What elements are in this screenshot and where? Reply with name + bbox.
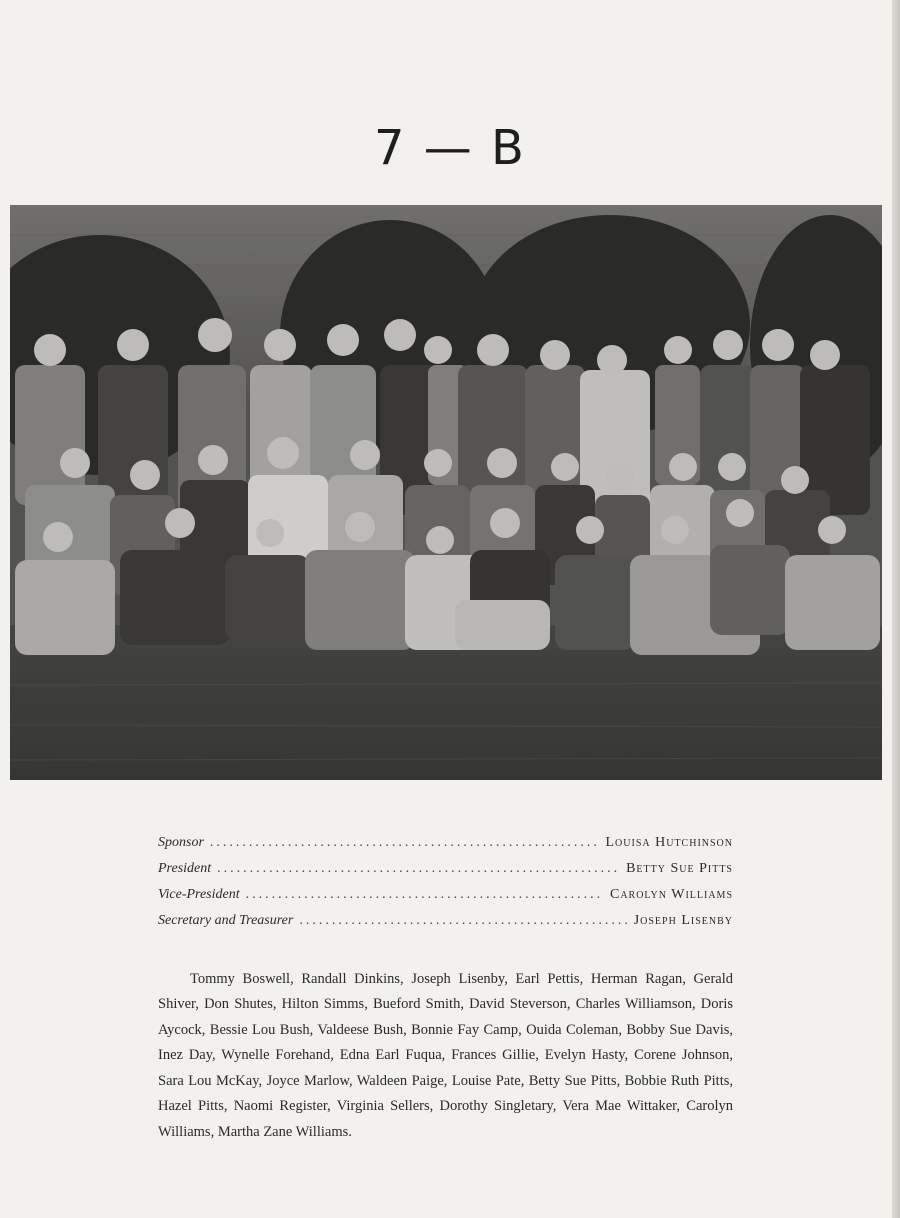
- officer-name: Louisa Hutchinson: [605, 835, 733, 850]
- page-edge: [892, 0, 900, 1218]
- officer-role: Secretary and Treasurer: [158, 913, 294, 928]
- officer-row-secretary-treasurer: [158, 908, 733, 934]
- officer-role: Sponsor: [158, 835, 204, 850]
- officer-name: Betty Sue Pitts: [626, 861, 733, 876]
- officer-name: Joseph Lisenby: [633, 913, 733, 928]
- page-title: 7 — B: [374, 120, 526, 177]
- officer-role: Vice-President: [158, 887, 240, 902]
- officer-name: Carolyn Williams: [609, 887, 733, 902]
- officers-list: [158, 830, 733, 934]
- officer-row-vice-president: [158, 882, 733, 908]
- dot-leader: [217, 856, 620, 882]
- class-photo: [10, 205, 882, 780]
- officer-row-president: [158, 856, 733, 882]
- dot-leader: [210, 830, 600, 856]
- dot-leader: [299, 908, 627, 934]
- officer-role: President: [158, 861, 212, 876]
- member-names-paragraph: Tommy Boswell, Randall Dinkins, Joseph Lisenby, Earl Pettis, Herman Ragan, Gerald Shiver, Don Shutes, Hilton Simms, Bueford Smith, David Steverson, Charles Williamson, Doris Aycock, Bessie Lou Bush, Valdeese Bush, Bonnie Fay Camp, Ouida Coleman, Bobby Sue Davis, Inez Day, Wynelle Forehand, Edna Earl Fuqua, Frances Gillie, Evelyn Hasty, Corene Johnson, Sara Lou McKay, Joyce Marlow, Waldeen Paige, Louise Pate, Betty Sue Pitts, Bobbie Ruth Pitts, Hazel Pitts, Naomi Register, Virginia Sellers, Dorothy Singletary, Vera Mae Wittaker, Carolyn Williams, Martha Zane Williams.: [158, 970, 733, 1140]
- officer-row-sponsor: [158, 830, 733, 856]
- class-photo-illustration: [10, 205, 882, 780]
- dot-leader: [246, 882, 604, 908]
